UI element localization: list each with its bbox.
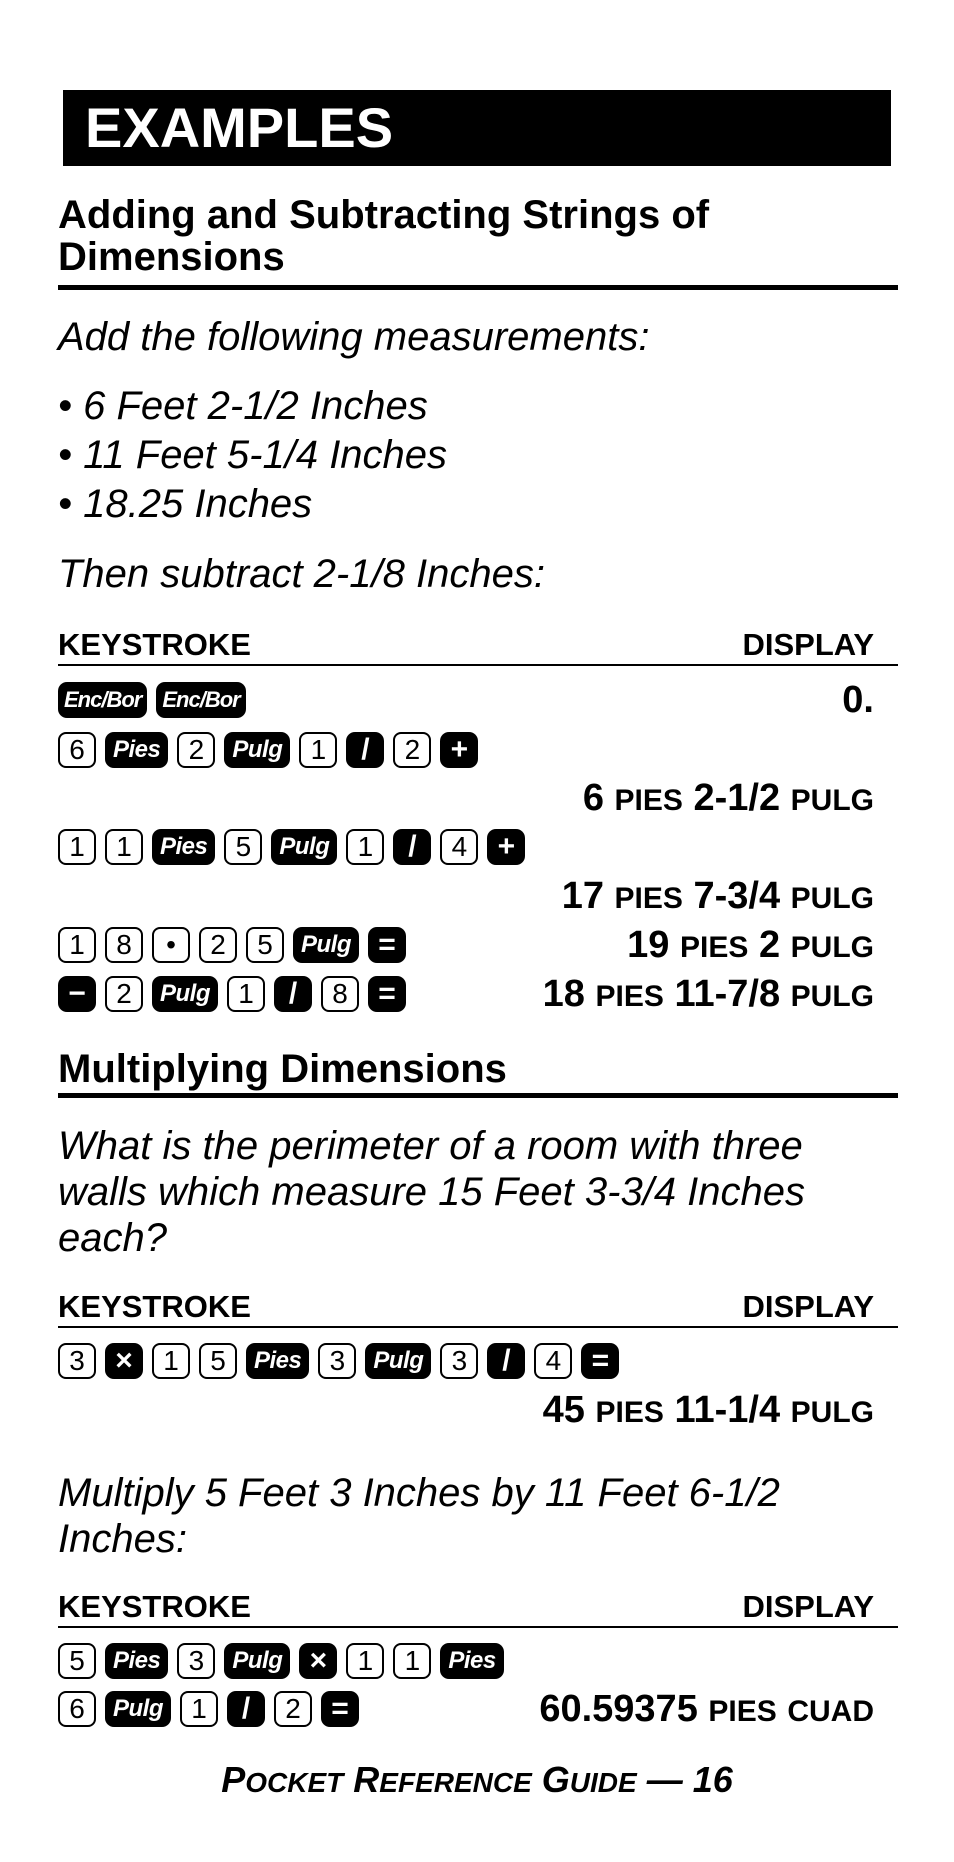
divide-key[interactable]: /: [487, 1343, 525, 1379]
pies-key[interactable]: Pies: [105, 732, 168, 768]
key-4[interactable]: 4: [534, 1343, 572, 1379]
times-key[interactable]: ×: [299, 1643, 337, 1679]
unit-pulg: PULG: [790, 784, 874, 817]
key-1[interactable]: 1: [105, 829, 143, 865]
unit-pies: PIES: [680, 931, 749, 964]
display-feet: 19: [627, 924, 670, 966]
pulg-key[interactable]: Pulg: [271, 829, 337, 865]
display-number: 60.59375: [539, 1688, 698, 1730]
key-1[interactable]: 1: [393, 1643, 431, 1679]
display-inches: 11-7/8: [674, 973, 781, 1015]
display-value: [543, 1390, 874, 1433]
question-text: What is the perimeter of a room with three walls which measure 15 Feet 3-3/4 Inches each?: [58, 1124, 806, 1260]
pulg-key[interactable]: Pulg: [365, 1343, 431, 1379]
unit-pulg: PULG: [790, 882, 874, 915]
key-6[interactable]: 6: [58, 732, 96, 768]
key-6[interactable]: 6: [58, 1691, 96, 1727]
display-feet: 6: [582, 777, 604, 819]
keystroke-row: [58, 1641, 504, 1681]
pies-key[interactable]: Pies: [440, 1643, 503, 1679]
key-2[interactable]: 2: [105, 976, 143, 1012]
unit-pies: PIES: [614, 784, 683, 817]
key-5[interactable]: 5: [199, 1343, 237, 1379]
display-value: [543, 974, 874, 1017]
footer-uide: UIDE: [569, 1767, 637, 1798]
key-2[interactable]: 2: [274, 1691, 312, 1727]
key-4[interactable]: 4: [440, 829, 478, 865]
display-label: DISPLAY: [742, 1289, 874, 1324]
display-label: DISPLAY: [742, 627, 874, 662]
section-rule: [58, 285, 898, 290]
pies-key[interactable]: Pies: [152, 829, 215, 865]
bullet-2: • 11 Feet 5-1/4 Inches: [58, 433, 448, 477]
keystroke-row: [58, 1689, 359, 1729]
keystroke-row: [58, 730, 478, 770]
plus-key[interactable]: +: [487, 829, 525, 865]
section-rule: [58, 1093, 898, 1098]
question2-text: Multiply 5 Feet 3 Inches by 11 Feet 6-1/2 Inches:: [58, 1471, 780, 1561]
key-8[interactable]: 8: [321, 976, 359, 1012]
pulg-key[interactable]: Pulg: [293, 927, 359, 963]
key-2[interactable]: 2: [199, 927, 237, 963]
divide-key[interactable]: /: [227, 1691, 265, 1727]
unit-pies: PIES: [595, 1396, 664, 1429]
bullet-1: • 6 Feet 2-1/2 Inches: [58, 384, 428, 428]
bullet-3: • 18.25 Inches: [58, 482, 313, 526]
page-footer: [0, 1760, 954, 1803]
page-number: — 16: [646, 1759, 733, 1800]
pulg-key[interactable]: Pulg: [152, 976, 218, 1012]
key-1[interactable]: 1: [180, 1691, 218, 1727]
keystroke-label: KEYSTROKE: [58, 1289, 251, 1324]
display-inches: 2: [758, 924, 781, 966]
key-1[interactable]: 1: [58, 927, 96, 963]
key-5[interactable]: 5: [224, 829, 262, 865]
key-1[interactable]: 1: [227, 976, 265, 1012]
key-1[interactable]: 1: [58, 829, 96, 865]
display-inches: 2-1/2: [693, 777, 781, 819]
keystroke-label: KEYSTROKE: [58, 627, 251, 662]
footer-r: R: [353, 1759, 380, 1800]
banner-title: EXAMPLES: [85, 96, 394, 159]
display-value: [842, 680, 874, 720]
unit-cuad: CUAD: [787, 1695, 874, 1728]
minus-key[interactable]: −: [58, 976, 96, 1012]
display-value: [562, 876, 874, 919]
key-2[interactable]: 2: [177, 732, 215, 768]
key-5[interactable]: 5: [58, 1643, 96, 1679]
display-feet: 45: [542, 1389, 585, 1431]
pies-key[interactable]: Pies: [105, 1643, 168, 1679]
section-heading-adding: Adding and Subtracting Strings of Dimensions: [58, 193, 710, 279]
section-heading-multiplying: Multiplying Dimensions: [58, 1047, 507, 1091]
then-text: Then subtract 2-1/8 Inches:: [58, 552, 545, 596]
footer-p: P: [221, 1759, 246, 1800]
equals-key[interactable]: =: [581, 1343, 619, 1379]
unit-pies: PIES: [614, 882, 683, 915]
display-value: [583, 778, 874, 821]
table-rule: [58, 1326, 898, 1328]
display-inches: 7-3/4: [693, 875, 781, 917]
examples-banner: [63, 90, 891, 166]
plus-key[interactable]: +: [440, 732, 478, 768]
times-key[interactable]: ×: [105, 1343, 143, 1379]
equals-key[interactable]: =: [321, 1691, 359, 1727]
key-3[interactable]: 3: [177, 1643, 215, 1679]
unit-pies: PIES: [708, 1695, 777, 1728]
equals-key[interactable]: =: [368, 927, 406, 963]
display-feet: 17: [561, 875, 604, 917]
key-3[interactable]: 3: [58, 1343, 96, 1379]
display-value: [539, 1689, 874, 1732]
unit-pulg: PULG: [790, 931, 874, 964]
footer-ocket: OCKET: [245, 1767, 344, 1798]
keystroke-row: [58, 827, 525, 867]
pulg-key[interactable]: Pulg: [224, 732, 290, 768]
display-number: 0.: [842, 679, 874, 721]
key-1[interactable]: 1: [152, 1343, 190, 1379]
key-5[interactable]: 5: [246, 927, 284, 963]
keystroke-row: [58, 974, 406, 1014]
divide-key[interactable]: /: [274, 976, 312, 1012]
unit-pulg: PULG: [790, 1396, 874, 1429]
key-3[interactable]: 3: [318, 1343, 356, 1379]
key-8[interactable]: 8: [105, 927, 143, 963]
display-value: [627, 925, 874, 968]
keystroke-label: KEYSTROKE: [58, 1589, 251, 1624]
keystroke-row: [58, 1341, 619, 1381]
table-rule: [58, 1626, 898, 1628]
key-2[interactable]: 2: [393, 732, 431, 768]
encbor-key[interactable]: Enc/Bor: [58, 682, 147, 718]
footer-eference: EFERENCE: [379, 1767, 532, 1798]
decimal-key[interactable]: •: [152, 927, 190, 963]
pies-key[interactable]: Pies: [246, 1343, 309, 1379]
keystroke-row: [58, 680, 246, 720]
unit-pies: PIES: [595, 980, 664, 1013]
key-3[interactable]: 3: [440, 1343, 478, 1379]
keystroke-row: [58, 925, 406, 965]
key-1[interactable]: 1: [346, 1643, 384, 1679]
divide-key[interactable]: /: [346, 732, 384, 768]
display-inches: 11-1/4: [674, 1389, 781, 1431]
encbor-key[interactable]: Enc/Bor: [156, 682, 245, 718]
intro-text: Add the following measurements:: [58, 315, 650, 359]
pulg-key[interactable]: Pulg: [105, 1691, 171, 1727]
divide-key[interactable]: /: [393, 829, 431, 865]
display-feet: 18: [542, 973, 585, 1015]
table-rule: [58, 664, 898, 666]
equals-key[interactable]: =: [368, 976, 406, 1012]
key-1[interactable]: 1: [299, 732, 337, 768]
footer-g: G: [541, 1759, 570, 1800]
key-1[interactable]: 1: [346, 829, 384, 865]
unit-pulg: PULG: [790, 980, 874, 1013]
display-label: DISPLAY: [742, 1589, 874, 1624]
pulg-key[interactable]: Pulg: [224, 1643, 290, 1679]
